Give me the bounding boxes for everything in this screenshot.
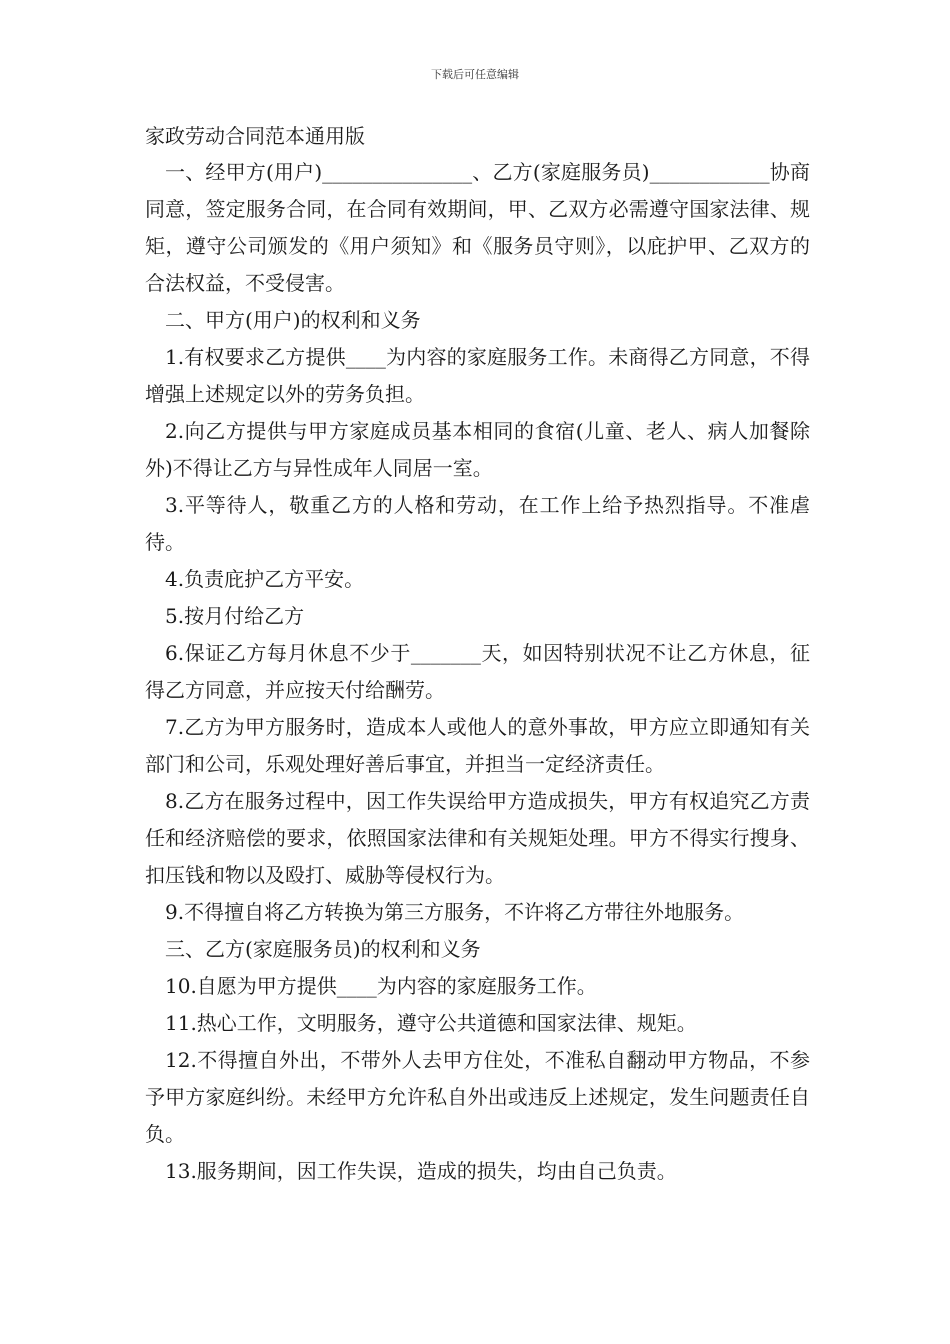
paragraph-item-8: 8.乙方在服务过程中，因工作失误给甲方造成损失，甲方有权追究乙方责任和经济赔偿的要求，依照国家法律和有关规矩处理。甲方不得实行搜身、扣压钱和物以及殴打、威胁等侵权行为。 [145,789,810,887]
paragraph-item-7: 7.乙方为甲方服务时，造成本人或他人的意外事故，甲方应立即通知有关部门和公司，乐观处理好善后事宜，并担当一定经济责任。 [145,715,810,776]
paragraph-item-13: 13.服务期间，因工作失误，造成的损失，均由自己负责。 [165,1159,677,1183]
paragraph-item-10: 10.自愿为甲方提供____为内容的家庭服务工作。 [165,974,597,998]
paragraph-clause-1: 一、经甲方(用户)_______________、乙方(家庭服务员)____________协商同意，签定服务合同，在合同有效期间，甲、乙双方必需遵守国家法律、规矩，遵守公司颁发的《用户须知》和《服务员守则》，以庇护甲、乙双方的合法权益，不受侵害。 [145,160,810,295]
paragraph-item-1: 1.有权要求乙方提供____为内容的家庭服务工作。未商得乙方同意，不得增强上述规定以外的劳务负担。 [145,345,810,406]
paragraph-item-4: 4.负责庇护乙方平安。 [165,567,365,591]
paragraph-item-3: 3.平等待人，敬重乙方的人格和劳动，在工作上给予热烈指导。不准虐待。 [145,493,810,554]
paragraph-item-6: 6.保证乙方每月休息不少于_______天，如因特别状况不让乙方休息，征得乙方同意，并应按天付给酬劳。 [145,641,810,702]
paragraph-item-2: 2.向乙方提供与甲方家庭成员基本相同的食宿(儿童、老人、病人加餐除外)不得让乙方与异性成年人同居一室。 [145,419,810,480]
paragraph-item-5: 5.按月付给乙方 [165,604,305,628]
section-heading-party-b: 三、乙方(家庭服务员)的权利和义务 [165,937,481,961]
document-title: 家政劳动合同范本通用版 [145,124,365,148]
section-heading-party-a: 二、甲方(用户)的权利和义务 [165,308,421,332]
document-body [145,118,810,1190]
paragraph-item-12: 12.不得擅自外出，不带外人去甲方住处，不准私自翻动甲方物品，不参予甲方家庭纠纷。未经甲方允许私自外出或违反上述规定，发生问题责任自负。 [145,1048,810,1146]
page-header: 下载后可任意编辑 [431,68,519,81]
paragraph-item-11: 11.热心工作，文明服务，遵守公共道德和国家法律、规矩。 [165,1011,697,1035]
paragraph-item-9: 9.不得擅自将乙方转换为第三方服务，不许将乙方带往外地服务。 [165,900,745,924]
